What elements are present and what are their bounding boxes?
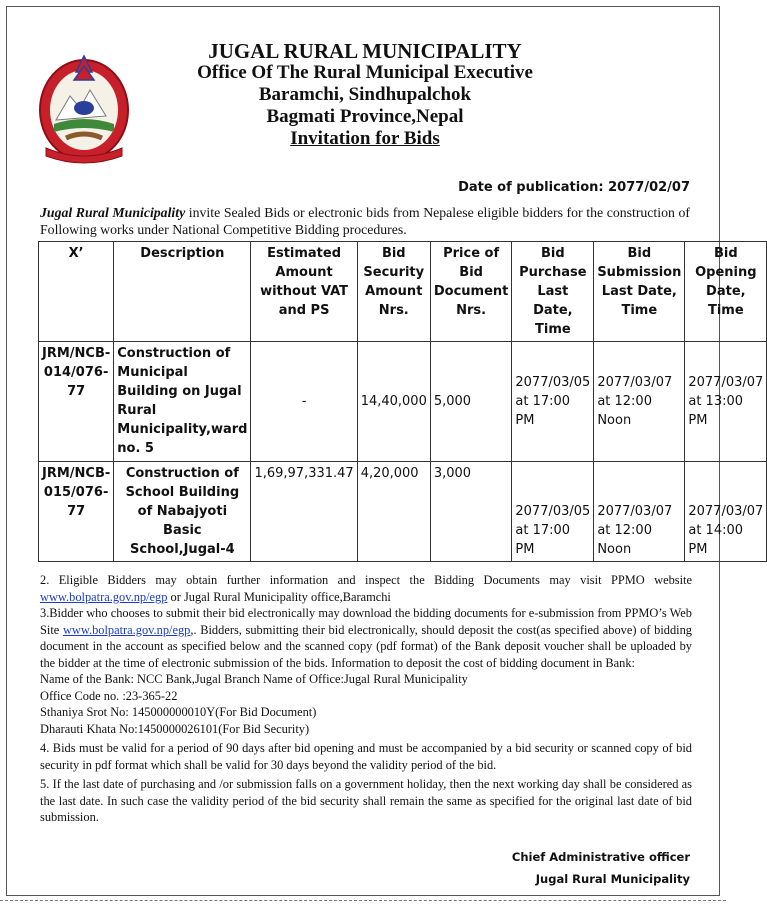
bank-name: Name of the Bank: NCC Bank,Jugal Branch Name of Office:Jugal Rural Municipality — [40, 672, 468, 686]
column-header: Description — [114, 242, 251, 342]
opening-date: 2077/03/07 at 13:00 PM — [685, 342, 767, 462]
bid-security: 14,40,000 — [357, 342, 430, 462]
intro-org: Jugal Rural Municipality — [40, 205, 186, 220]
note-2-text-end: or Jugal Rural Municipality office,Baramchi — [167, 589, 391, 604]
note-5: 5. If the last date of purchasing and /or submission falls on a government holiday, then the next working day shall be considered as the last date. In such case the validity period of the bid security shall remain the same as specified for the original last date of bid submission. — [40, 777, 692, 824]
note-3-text-end: ,. Bidders, submitting their bid electronically, should deposit the cost(as specified above) of bidding document in the account as specified below and the scanned copy (pdf format) of the Bank deposit voucher shall be uploaded by the bidder at the time of electronic submission of the bids. Information to deposit the cost of bidding document in Bank: — [40, 622, 693, 670]
table-header-row — [39, 242, 767, 342]
publication-date: Date of publication: 2077/02/07 — [458, 180, 690, 195]
purchase-deadline: 2077/03/05 at 17:00 PM — [512, 342, 594, 462]
column-header: Bid Opening Date, Time — [685, 242, 767, 342]
submission-deadline: 2077/03/07 at 12:00 Noon — [594, 342, 685, 462]
sthaniya-srot: Sthaniya Srot No: 145000000010Y(For Bid Document) — [40, 705, 317, 719]
municipal-emblem-icon — [36, 50, 132, 168]
document-price: 3,000 — [430, 462, 512, 562]
bid-security: 4,20,000 — [357, 462, 430, 562]
bids-table — [38, 241, 767, 562]
province: Bagmati Province,Nepal — [266, 106, 464, 127]
work-description: Construction of School Building of Nabajyoti Basic School,Jugal-4 — [114, 462, 251, 562]
document-title: Invitation for Bids — [290, 128, 440, 149]
signatory-org: Jugal Rural Municipality — [535, 872, 690, 886]
signature-block — [512, 846, 690, 890]
work-description: Construction of Municipal Building on Jugal Rural Municipality,ward no. 5 — [114, 342, 251, 462]
contract-code: JRM/NCB-015/076-77 — [39, 462, 114, 562]
estimated-amount: - — [251, 342, 357, 462]
intro-paragraph — [40, 204, 690, 238]
contract-code: JRM/NCB-014/076-77 — [39, 342, 114, 462]
column-header: Bid Submission Last Date, Time — [594, 242, 685, 342]
column-header: Bid Purchase Last Date, Time — [512, 242, 594, 342]
municipality-name: JUGAL RURAL MUNICIPALITY — [208, 39, 522, 63]
intro-text: invite Sealed Bids or electronic bids from Nepalese eligible bidders for the construction of Following works under National Competitive Bidding procedures. — [40, 205, 690, 237]
letterhead — [130, 40, 600, 150]
ppmo-link[interactable]: www.bolpatra.gov.np/egp — [62, 622, 191, 637]
office-location: Baramchi, Sindhupalchok — [258, 84, 472, 105]
notes-section — [40, 572, 692, 826]
document-price: 5,000 — [430, 342, 512, 462]
column-header: Bid Security Amount Nrs. — [357, 242, 430, 342]
ppmo-link[interactable]: www.bolpatra.gov.np/egp — [40, 589, 168, 604]
estimated-amount: 1,69,97,331.47 — [251, 462, 357, 562]
office-name: Office Of The Rural Municipal Executive — [197, 62, 533, 83]
dharauti-khata: Dharauti Khata No:1450000026101(For Bid Security) — [40, 721, 310, 736]
page-bottom-divider — [0, 900, 726, 901]
opening-date: 2077/03/07 at 14:00 PM — [685, 462, 767, 562]
table-row — [39, 462, 767, 562]
note-3 — [40, 605, 692, 671]
purchase-deadline: 2077/03/05 at 17:00 PM — [512, 462, 594, 562]
note-3-text: 3.Bidder who chooses to submit their bid electronically may download the bidding documents for e-submission from PPMO’s Web Site — [40, 606, 692, 637]
note-2-text: 2. Eligible Bidders may obtain further information and inspect the Bidding Documents may visit PPMO website — [40, 573, 692, 587]
office-code: Office Code no. :23-365-22 — [40, 688, 178, 703]
column-header: Price of Bid Document Nrs. — [430, 242, 512, 342]
column-header: X’ — [39, 242, 114, 342]
signatory-title: Chief Administrative officer — [511, 850, 690, 864]
note-2 — [40, 572, 692, 605]
column-header: Estimated Amount without VAT and PS — [251, 242, 357, 342]
submission-deadline: 2077/03/07 at 12:00 Noon — [594, 462, 685, 562]
table-row — [39, 342, 767, 462]
note-4: 4. Bids must be valid for a period of 90 days after bid opening and must be accompanied by a bid security or scanned copy of bid security in pdf format which shall be valid for 30 days beyond the validity period of the bid. — [40, 741, 692, 772]
